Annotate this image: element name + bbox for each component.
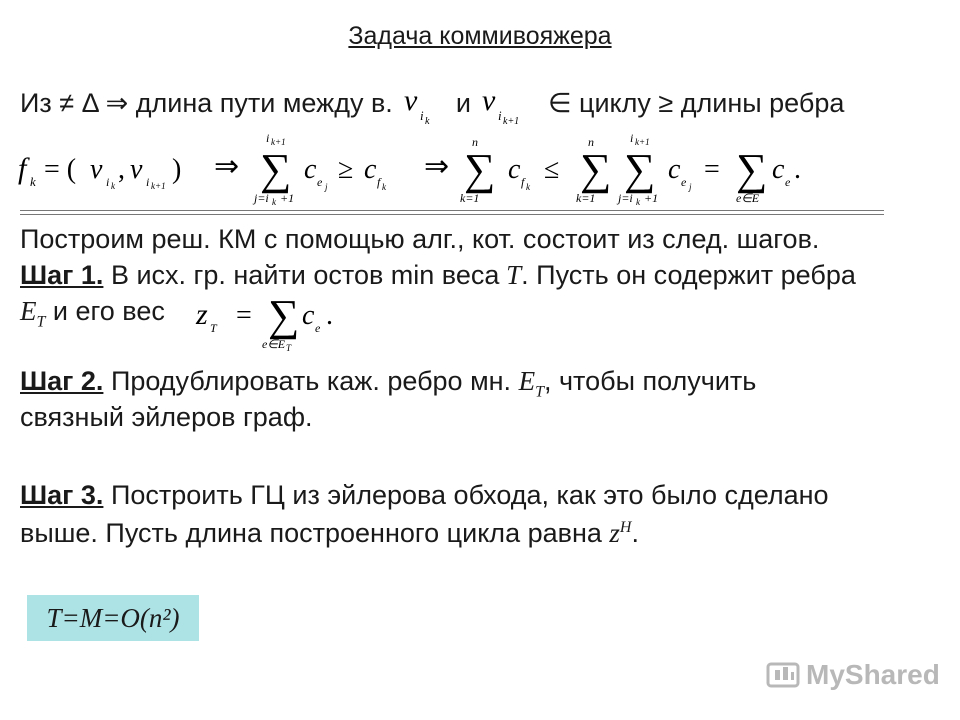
svg-text:i: i <box>146 175 150 189</box>
svg-text:): ) <box>172 154 182 185</box>
svg-text:e: e <box>681 175 687 189</box>
svg-text:i: i <box>106 175 110 189</box>
step-3-text-2: выше. Пусть длина построенного цикла равна <box>20 518 602 548</box>
svg-text:k+1: k+1 <box>271 137 286 147</box>
symbol-E-T: $E_T$ <box>518 366 544 401</box>
svg-text:i: i <box>420 108 424 123</box>
svg-text:e: e <box>785 175 791 189</box>
svg-text:k+1: k+1 <box>503 116 520 126</box>
svg-text:n: n <box>588 135 594 149</box>
divider-line <box>20 210 884 211</box>
svg-text:j=i: j=i <box>618 191 633 205</box>
svg-text:f: f <box>377 175 381 189</box>
step-2-text-2: , чтобы получить <box>543 366 757 396</box>
svg-text:T: T <box>210 321 217 335</box>
slide-title: Задача коммивояжера <box>348 22 612 50</box>
svg-text:∑: ∑ <box>736 145 768 194</box>
intro-text: Построим реш. КМ с помощью алг., кот. состоит из след. шагов. <box>20 224 820 254</box>
edge-weight-formula <box>14 128 814 210</box>
svg-text:k: k <box>111 181 115 191</box>
svg-text:e: e <box>315 321 321 335</box>
step-1-line-1 <box>20 260 856 291</box>
svg-text:i: i <box>630 131 634 145</box>
svg-text:k+1: k+1 <box>151 181 166 191</box>
statement-line-1 <box>20 86 844 126</box>
svg-text:k=1: k=1 <box>460 191 480 205</box>
svg-text:v: v <box>482 86 496 117</box>
svg-text:f: f <box>521 175 525 189</box>
step-3-line-2: выше. Пусть длина построенного цикла равна $z^H$. <box>20 518 639 548</box>
svg-text:j: j <box>689 182 692 192</box>
step-1-text-2: . Пусть он содержит ребра <box>521 260 856 290</box>
svg-text:j: j <box>325 182 328 192</box>
svg-text:≥: ≥ <box>338 154 354 185</box>
step-3-label: Шаг 3. <box>20 480 104 510</box>
svg-text:c: c <box>508 154 521 185</box>
svg-text:c: c <box>364 154 377 185</box>
svg-text:∑: ∑ <box>580 145 612 194</box>
svg-text:+1: +1 <box>280 191 295 205</box>
step-2-line-2: связный эйлеров граф. <box>20 402 313 432</box>
svg-text:∑: ∑ <box>260 145 292 194</box>
svg-text:T: T <box>286 343 292 353</box>
step-1-label: Шаг 1. <box>20 260 104 290</box>
svg-text:e: e <box>317 175 323 189</box>
svg-text:≤: ≤ <box>544 154 560 185</box>
svg-text:n: n <box>472 135 478 149</box>
svg-text:k+1: k+1 <box>635 137 650 147</box>
svg-text:k: k <box>382 182 386 192</box>
statement-prefix: Из ≠ Δ ⇒ длина пути между в. <box>20 88 393 118</box>
svg-text:k=1: k=1 <box>576 191 596 205</box>
symbol-z-H: $z^H$ <box>609 518 632 548</box>
svg-text:.: . <box>326 300 333 331</box>
svg-text:v: v <box>404 86 418 117</box>
svg-text:.: . <box>794 154 801 185</box>
statement-suffix: ∈ циклу ≥ длины ребра <box>547 88 845 118</box>
svg-text:∑: ∑ <box>624 145 656 194</box>
svg-text:k: k <box>272 197 276 207</box>
symbol-E-T: $E_T$ <box>20 296 46 331</box>
tree-weight-formula <box>190 290 350 360</box>
watermark <box>766 655 940 695</box>
step-3-text-1: Построить ГЦ из эйлерова обхода, как это было сделано <box>110 480 829 510</box>
svg-text:f: f <box>18 152 27 185</box>
step-2-text-1: Продублировать каж. ребро мн. <box>110 366 512 396</box>
svg-text:c: c <box>302 300 315 331</box>
svg-text:j=i: j=i <box>254 191 269 205</box>
statement-and: и <box>455 88 471 118</box>
svg-text:⇒: ⇒ <box>424 150 450 183</box>
step-1-text-3: и его вес <box>52 296 165 326</box>
svg-text:=: = <box>704 154 720 185</box>
svg-text:c: c <box>668 154 681 185</box>
svg-text:k: k <box>30 174 36 189</box>
svg-text:k: k <box>526 182 530 192</box>
svg-text:i: i <box>498 108 503 123</box>
svg-text:k: k <box>636 197 640 207</box>
step-1-text-1: В исх. гр. найти остов min веса <box>110 260 500 290</box>
step-2-line-1 <box>20 366 756 401</box>
svg-text:+1: +1 <box>644 191 659 205</box>
svg-text:z: z <box>196 298 208 331</box>
step-2-label: Шаг 2. <box>20 366 104 396</box>
svg-text:⇒: ⇒ <box>214 150 240 183</box>
svg-text:=: = <box>236 300 252 331</box>
svg-text:e∈E: e∈E <box>262 337 286 351</box>
symbol-T: T <box>499 260 522 290</box>
svg-text:v: v <box>130 154 143 185</box>
divider-line <box>20 214 884 215</box>
svg-text:= (: = ( <box>44 154 77 185</box>
svg-text:∑: ∑ <box>268 291 300 340</box>
svg-text:k: k <box>425 116 430 126</box>
step-3-line-1 <box>20 480 829 511</box>
watermark-logo-icon <box>766 658 802 692</box>
vertex-v-ik1 <box>478 86 540 126</box>
watermark-text: MyShared <box>806 659 940 690</box>
complexity-formula: T=M=O(n²) <box>27 595 199 641</box>
svg-text:∑: ∑ <box>464 145 496 194</box>
vertex-v-ik <box>400 86 448 126</box>
svg-text:i: i <box>266 131 270 145</box>
svg-text:v: v <box>90 154 103 185</box>
step-1-line-2 <box>20 296 165 331</box>
svg-text:c: c <box>304 154 317 185</box>
svg-text:c: c <box>772 154 785 185</box>
svg-text:,: , <box>118 154 125 185</box>
svg-text:e∈E: e∈E <box>736 191 760 205</box>
